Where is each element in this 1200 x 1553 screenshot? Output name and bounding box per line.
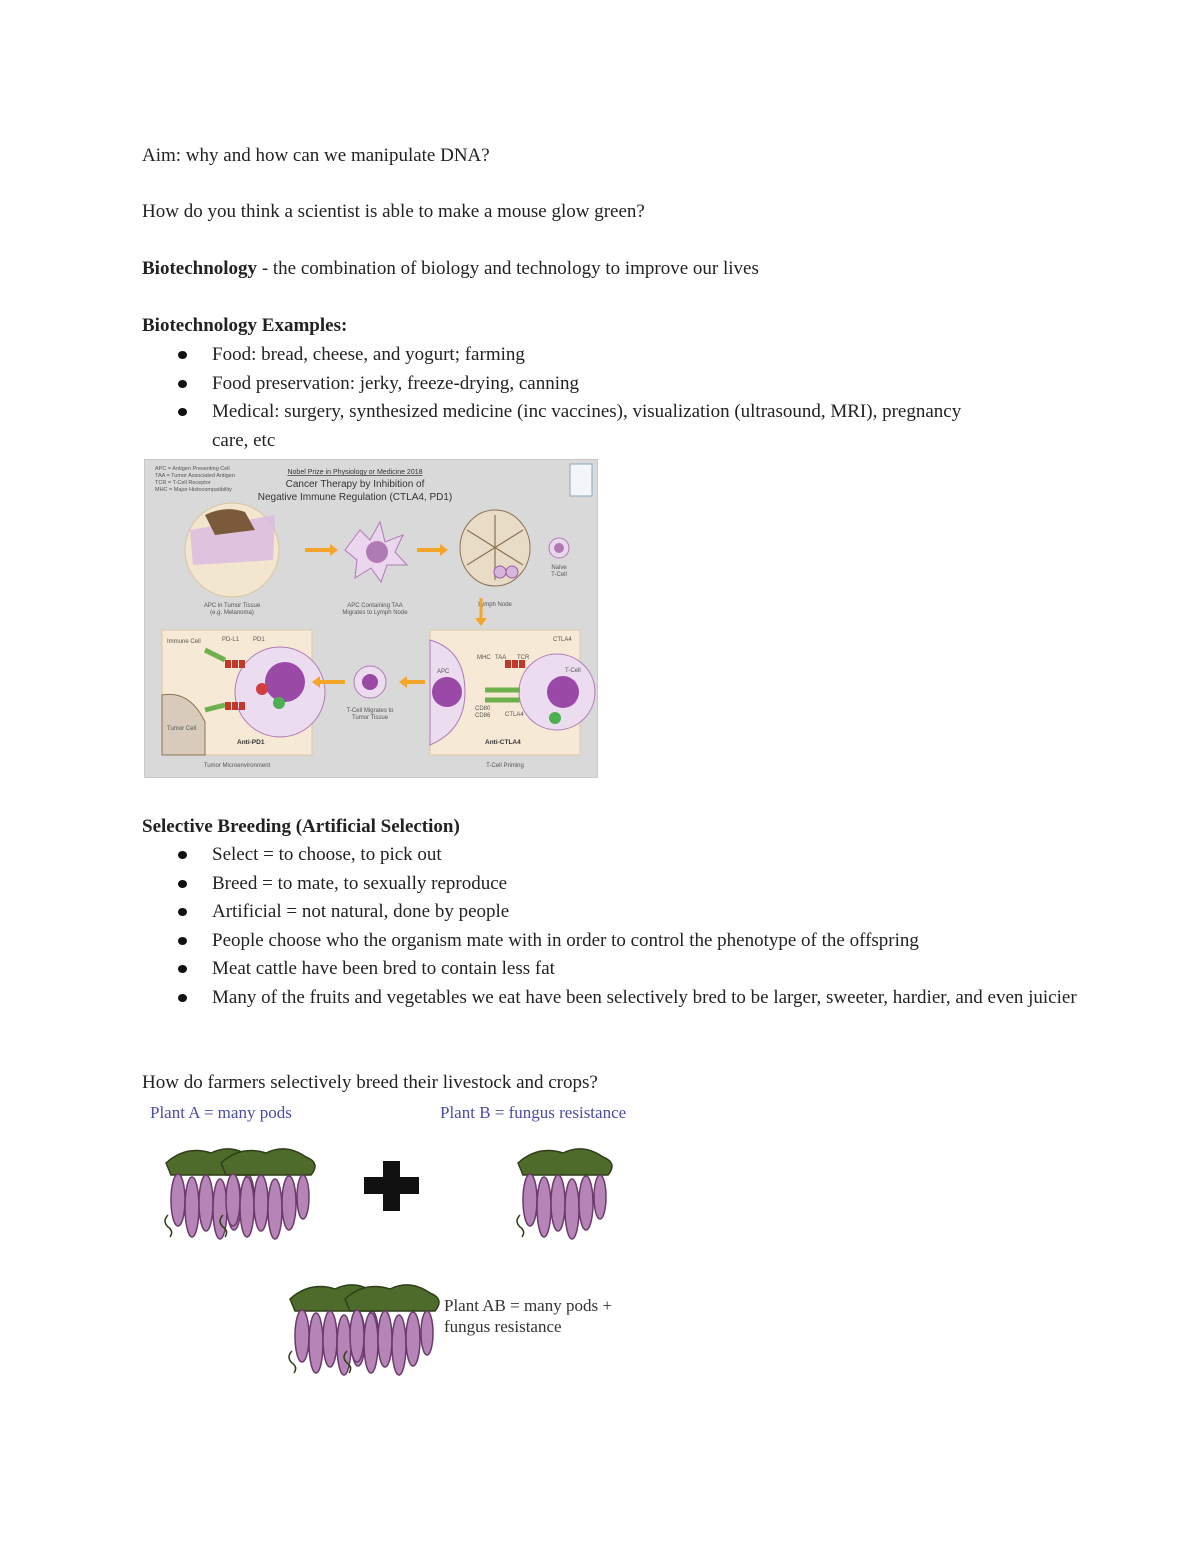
bullet-icon bbox=[178, 851, 187, 859]
svg-text:APC: APC bbox=[437, 669, 450, 675]
svg-text:T-Cell: T-Cell bbox=[551, 572, 567, 578]
selective-heading: Selective Breeding (Artificial Selection) bbox=[142, 816, 460, 837]
examples-heading: Biotechnology Examples: bbox=[142, 315, 348, 336]
biotech-definition bbox=[142, 256, 759, 282]
lymph-node-label: Lymph Node bbox=[478, 602, 512, 608]
plant-b-label: Plant B = fungus resistance bbox=[440, 1103, 627, 1122]
svg-text:Tumor Cell: Tumor Cell bbox=[167, 726, 197, 732]
svg-text:CD86: CD86 bbox=[475, 713, 491, 719]
list-item: People choose who the organism mate with in order to control the phenotype of the offspring bbox=[142, 927, 1112, 956]
svg-text:(e.g. Melanoma): (e.g. Melanoma) bbox=[210, 610, 254, 616]
figure-title-1: Cancer Therapy by Inhibition of bbox=[285, 479, 425, 490]
plant-ab-label: Plant AB = many pods + fungus resistance bbox=[444, 1296, 612, 1336]
definition-text: - the combination of biology and technology to improve our lives bbox=[257, 258, 759, 279]
bullet-icon bbox=[178, 351, 187, 359]
definition-term: Biotechnology bbox=[142, 258, 258, 279]
svg-text:PD-L1: PD-L1 bbox=[222, 637, 240, 643]
svg-text:TAA: TAA bbox=[495, 655, 507, 661]
bullet-icon bbox=[178, 994, 187, 1002]
svg-text:Anti-CTLA4: Anti-CTLA4 bbox=[485, 739, 521, 746]
svg-text:Immune Cell: Immune Cell bbox=[167, 639, 201, 645]
selective-list bbox=[142, 841, 1112, 1013]
activation-icon bbox=[273, 697, 285, 709]
svg-text:T-Cell: T-Cell bbox=[565, 668, 581, 674]
plant-a-label: Plant A = many pods bbox=[150, 1103, 292, 1122]
apc-tissue-label: APC in Tumor Tissue bbox=[203, 603, 261, 609]
svg-text:CTLA4: CTLA4 bbox=[505, 712, 524, 718]
legend-line: APC = Antigen Presenting Cell bbox=[155, 466, 230, 472]
activation-icon bbox=[549, 712, 561, 724]
list-item: Meat cattle have been bred to contain less fat bbox=[142, 955, 1112, 984]
plant-ab-pods-image bbox=[280, 1276, 440, 1386]
bullet-icon bbox=[178, 880, 187, 888]
plus-icon bbox=[364, 1161, 419, 1211]
svg-text:TCR: TCR bbox=[517, 655, 530, 661]
bullet-icon bbox=[178, 408, 187, 416]
apc-migrates-label: APC Containing TAA bbox=[347, 603, 403, 609]
svg-text:Tumor Tissue: Tumor Tissue bbox=[351, 715, 389, 721]
immunotherapy-diagram bbox=[145, 460, 597, 777]
list-item: Many of the fruits and vegetables we eat have been selectively bred to be larger, sweeter, hardier, and even juicier bbox=[142, 984, 1082, 1013]
question-farmers: How do farmers selectively breed their livestock and crops? bbox=[142, 1072, 598, 1093]
svg-text:CTLA4: CTLA4 bbox=[553, 637, 572, 643]
plant-a-pods-image bbox=[156, 1140, 356, 1250]
list-item: Artificial = not natural, done by people bbox=[142, 898, 1112, 927]
svg-text:Migrates to Lymph Node: Migrates to Lymph Node bbox=[342, 610, 408, 616]
legend-line: TAA = Tumor Associated Antigen bbox=[155, 473, 235, 479]
plant-b-pods-image bbox=[508, 1140, 618, 1250]
tcell-priming-caption: T-Cell Priming bbox=[486, 763, 524, 769]
svg-text:CD80: CD80 bbox=[475, 706, 491, 712]
corner-logo bbox=[570, 464, 592, 496]
figure-header: Nobel Prize in Physiology or Medicine 2018 bbox=[287, 469, 423, 476]
svg-text:Naive: Naive bbox=[551, 565, 567, 571]
list-item: Select = to choose, to pick out bbox=[142, 841, 1112, 870]
figure-title-2: Negative Immune Regulation (CTLA4, PD1) bbox=[257, 492, 453, 503]
list-item: Medical: surgery, synthesized medicine (inc vaccines), visualization (ultrasound, MRI), pregnancy care, etc bbox=[142, 398, 992, 455]
tumor-micro-caption: Tumor Microenvironment bbox=[203, 763, 271, 769]
bullet-icon bbox=[178, 380, 187, 388]
bullet-icon bbox=[178, 965, 187, 973]
svg-text:MHC: MHC bbox=[477, 655, 491, 661]
list-item: Food preservation: jerky, freeze-drying, canning bbox=[142, 370, 1112, 399]
legend-line: MHC = Major Histocompatibility bbox=[155, 487, 232, 493]
svg-text:T-Cell Migrates to: T-Cell Migrates to bbox=[346, 708, 394, 714]
immunotherapy-figure bbox=[144, 459, 598, 778]
aim-line: Aim: why and how can we manipulate DNA? bbox=[142, 145, 490, 166]
inhibition-icon bbox=[256, 683, 268, 695]
svg-text:Anti-PD1: Anti-PD1 bbox=[237, 739, 265, 746]
bullet-icon bbox=[178, 937, 187, 945]
list-item: Food: bread, cheese, and yogurt; farming bbox=[142, 341, 1112, 370]
question-glow-mouse: How do you think a scientist is able to make a mouse glow green? bbox=[142, 201, 645, 222]
svg-text:PD1: PD1 bbox=[253, 637, 265, 643]
examples-list bbox=[142, 341, 1112, 455]
list-item: Breed = to mate, to sexually reproduce bbox=[142, 870, 1112, 899]
bullet-icon bbox=[178, 908, 187, 916]
legend-line: TCR = T-Cell Receptor bbox=[155, 480, 211, 486]
